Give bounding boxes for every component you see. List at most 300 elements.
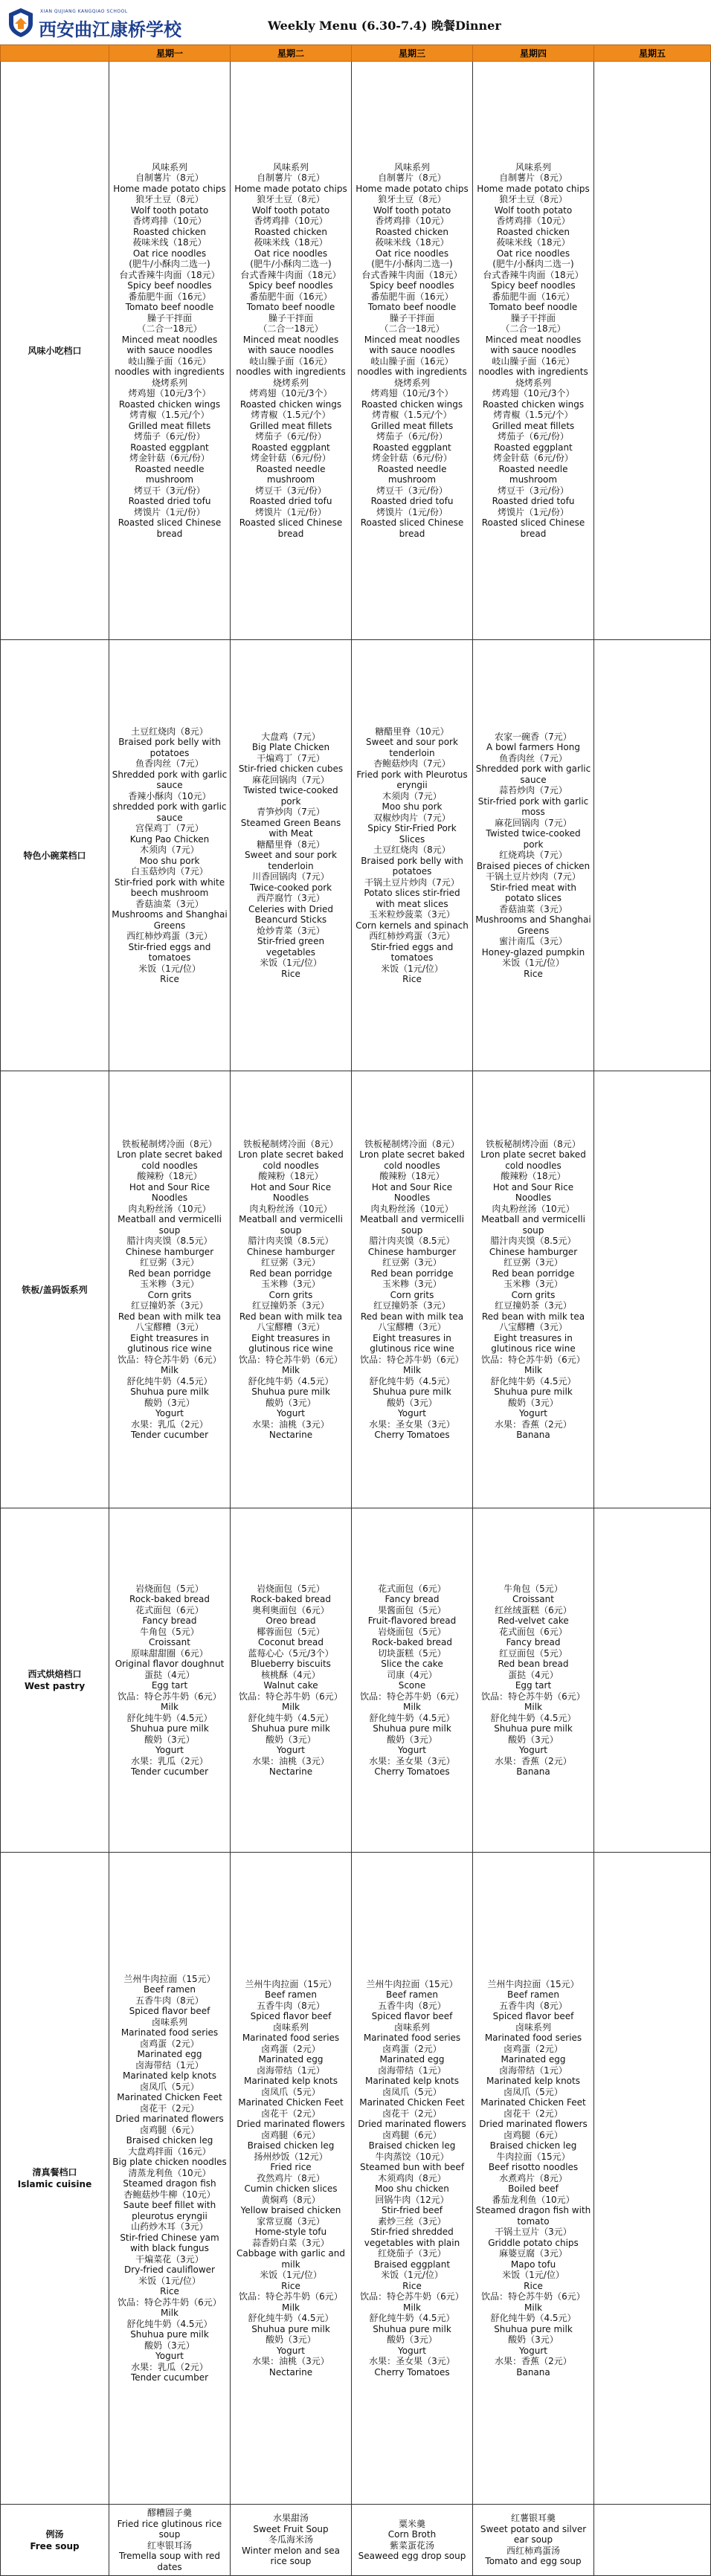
menu-item: 水果甜汤: [272, 2513, 309, 2524]
menu-item: Braised eggplant: [373, 2259, 451, 2270]
menu-item: （二合一18元）: [379, 323, 445, 335]
menu-item: Fried rice: [270, 2162, 312, 2173]
menu-item: Marinated food series: [484, 2033, 582, 2044]
menu-item: Moo shu pork: [139, 855, 200, 866]
menu-item: Red bean porridge: [492, 1268, 575, 1279]
menu-item: Shuhua pure milk: [494, 2323, 573, 2334]
section-name: 风味小吃档口: [28, 345, 82, 356]
menu-day-cell: [231, 1508, 352, 1853]
menu-item: Shuhua pure milk: [494, 1723, 573, 1734]
logo-chinese-text: 西安曲江康桥学校: [39, 19, 181, 40]
menu-item: Saute beef fillet with pleurotus eryngii: [123, 2200, 216, 2221]
menu-item: 麻花回锅肉（7元）: [495, 817, 572, 828]
menu-item: Corn grits: [390, 1289, 434, 1300]
menu-item: 干煸菜花（3元）: [135, 2253, 204, 2265]
menu-item: Yogurt: [398, 2345, 426, 2356]
menu-item: 烧烤系列: [515, 377, 551, 388]
menu-item: Corn grits: [147, 1289, 192, 1300]
menu-item: Roasted chicken wings: [239, 398, 342, 410]
menu-item: Roasted sliced Chinese bread: [118, 517, 222, 539]
menu-day-cell: [352, 1071, 473, 1508]
menu-item: 水果：圣女果（3元）: [369, 1755, 455, 1766]
menu-item: 岩烧面包（5元）: [257, 1583, 325, 1594]
menu-item: Red bean with milk tea: [481, 1311, 585, 1322]
menu-item: 川香回锅肉（7元）: [252, 871, 329, 882]
menu-item: Corn grits: [511, 1289, 556, 1300]
menu-item: Yellow braised chicken: [240, 2205, 341, 2216]
menu-item: 腊汁肉夹馍（8.5元）: [248, 1236, 334, 1246]
menu-item: Stir-fried eggs and tomatoes: [370, 941, 454, 963]
menu-item: Roasted needle mushroom: [256, 463, 326, 485]
menu-item: Milk: [524, 1702, 542, 1712]
menu-item: 八宝醪糟（3元）: [378, 1322, 446, 1332]
menu-item: 西芹腐竹（3元）: [257, 893, 325, 904]
section-name-cell: [1, 62, 109, 640]
menu-item: Milk: [161, 2308, 178, 2318]
menu-section-row: [1, 62, 711, 640]
menu-item: 卤味系列: [151, 2016, 187, 2027]
menu-item: 卤花干（2元）: [504, 2108, 563, 2119]
menu-item: 铁板秘制烤冷面（8元）: [122, 1138, 217, 1149]
menu-item: 狼牙土豆（8元）: [135, 194, 204, 205]
menu-item: Croissant: [149, 1637, 190, 1647]
menu-item: Stir-fried beef: [381, 2205, 443, 2216]
menu-item: 杏鲍菇炒肉（7元）: [373, 758, 451, 769]
menu-item: 红丝绒蛋糕（6元）: [495, 1604, 572, 1615]
menu-item: Rice: [524, 968, 543, 979]
menu-item: 自制薯片（8元）: [499, 172, 567, 184]
menu-day-cell: [352, 1508, 473, 1853]
menu-item: 红烧鸡块（7元）: [499, 850, 567, 861]
day-header: 星期四: [473, 45, 594, 62]
menu-item: 蓝莓心心（5元/3个）: [248, 1647, 334, 1659]
menu-item: 玉米糁（3元）: [261, 1279, 321, 1289]
menu-item: Fried rice glutinous rice soup: [117, 2518, 222, 2540]
menu-item: 水果：香蕉（2元）: [495, 1755, 572, 1766]
menu-item: Yogurt: [277, 1408, 305, 1418]
menu-item: 烤青椒（1.5元/个）: [493, 410, 573, 421]
menu-item: 奥利奥面包（6元）: [252, 1604, 329, 1615]
menu-day-cell: [109, 640, 231, 1071]
menu-item: 饮品：特仑苏牛奶（6元）: [239, 1691, 343, 1702]
menu-item: 水果：油桃（3元）: [252, 1418, 329, 1430]
menu-item: Milk: [403, 1702, 421, 1712]
menu-body: [1, 62, 711, 2576]
menu-item: Marinated kelp knots: [123, 2070, 216, 2081]
menu-item: Banana: [516, 1766, 550, 1777]
menu-item: Home made potato chips: [234, 183, 347, 194]
menu-item: 风味系列: [272, 161, 309, 172]
menu-item: 烤豆干（3元/份）: [134, 485, 205, 496]
menu-item: 饮品：特仑苏牛奶（6元）: [239, 2291, 343, 2302]
menu-item: 孜然鸡片（8元）: [257, 2172, 325, 2183]
menu-item: Big plate chicken noodles: [112, 2157, 227, 2167]
menu-item: Home-style tofu: [254, 2227, 327, 2238]
menu-item: Rice: [402, 2280, 422, 2291]
menu-item: 香烤鸡排（10元）: [254, 216, 328, 227]
menu-item: 酸奶（3元）: [266, 1734, 316, 1745]
menu-item: Cherry Tomatoes: [374, 1766, 450, 1777]
menu-item: 干锅土豆片炒肉（7元）: [364, 877, 460, 888]
menu-item: Hot and Sour Rice Noodles: [129, 1181, 210, 1203]
menu-item: 酸奶（3元）: [508, 1397, 559, 1408]
menu-item: 蜜汁南瓜（3元）: [499, 936, 567, 947]
menu-item: Mushrooms and Shanghai Greens: [112, 909, 228, 931]
menu-item: Twisted twice-cooked pork: [486, 828, 581, 850]
menu-item: 烤茄子（6元/份）: [255, 431, 326, 442]
menu-item: 臊子干拌面: [268, 312, 313, 323]
menu-item: 牛角包（5元）: [140, 1626, 199, 1637]
menu-item: Shuhua pure milk: [251, 2323, 330, 2334]
menu-item: 腊汁肉夹馍（8.5元）: [490, 1236, 576, 1246]
menu-item: 饮品：特仑苏牛奶（6元）: [118, 2296, 222, 2308]
menu-item: Tremella soup with red dates: [118, 2551, 221, 2572]
menu-item: 卤凤爪（5元）: [140, 2081, 199, 2092]
menu-item: Milk: [282, 1702, 300, 1712]
menu-item: 饮品：特仑苏牛奶（6元）: [360, 1691, 464, 1702]
menu-item: Potato slices stir-fried with meat slices: [364, 888, 460, 909]
corner-cell: [1, 45, 109, 62]
menu-item: 红豆撞奶茶（3元）: [252, 1300, 329, 1311]
menu-item: 兰州牛肉拉面（15元）: [487, 1978, 579, 1989]
menu-item: Milk: [403, 2302, 421, 2313]
menu-item: Roasted eggplant: [130, 442, 209, 453]
menu-item: 椰蓉面包（5元）: [257, 1626, 325, 1637]
menu-item: 原味甜甜圈（6元）: [131, 1647, 208, 1659]
menu-item: 干锅土豆片（3元）: [495, 2227, 572, 2238]
menu-item: Red bean bread: [498, 1659, 569, 1669]
menu-item: noodles with ingredients: [478, 367, 588, 378]
menu-item: Minced meat noodles with sauce noodles: [485, 334, 582, 356]
menu-item: Roasted sliced Chinese bread: [481, 517, 585, 539]
menu-item: Beef risotto noodles: [488, 2162, 579, 2173]
menu-item: Cumin chicken slices: [244, 2183, 338, 2195]
menu-item: Red bean with milk tea: [360, 1311, 464, 1322]
menu-item: 岐山臊子面（16元）: [492, 355, 575, 367]
menu-day-cell: [594, 2505, 711, 2576]
menu-item: Shuhua pure milk: [373, 1387, 451, 1397]
menu-item: Moo shu pork: [382, 801, 443, 812]
menu-day-cell: [473, 640, 594, 1071]
menu-item: 果酱面包（5元）: [378, 1604, 446, 1615]
menu-item: Fancy bread: [142, 1615, 197, 1626]
menu-item: Wolf tooth potato: [373, 204, 451, 216]
menu-item: 舒化纯牛奶（4.5元）: [248, 1712, 334, 1723]
menu-item: 烤茄子（6元/份）: [134, 431, 205, 442]
menu-item: 鱼香肉丝（7元）: [135, 758, 204, 769]
section-name-cell: [1, 1508, 109, 1853]
menu-item: 土豆红烧肉（8元）: [373, 845, 451, 855]
menu-item: Honey-glazed pumpkin: [481, 946, 585, 958]
menu-item: 卤鸡腿（6元）: [382, 2129, 442, 2140]
menu-item: Corn kernels and spinach: [356, 920, 469, 931]
menu-item: 番茄龙利鱼（10元）: [492, 2194, 575, 2205]
menu-item: Shuhua pure milk: [130, 2329, 209, 2340]
menu-item: 牛肉拉面（15元）: [496, 2151, 570, 2162]
menu-item: 八宝醪糟（3元）: [499, 1322, 567, 1332]
menu-item: 西红柿鸡蛋汤: [506, 2545, 560, 2556]
menu-item: 卤海带结（1元）: [257, 2065, 325, 2076]
menu-item: 肉丸粉丝汤（10元）: [249, 1203, 332, 1214]
menu-item: 莜味米线（18元）: [254, 237, 328, 248]
menu-item: Stir-fried eggs and tomatoes: [128, 941, 211, 963]
menu-item: 肉丸粉丝汤（10元）: [370, 1203, 454, 1214]
menu-item: 醪糟圆子羹: [147, 2508, 192, 2518]
menu-item: 卤鸡腿（6元）: [140, 2124, 199, 2135]
menu-item: 番茄肥牛面（16元）: [492, 291, 575, 302]
menu-item: 烤馍片（1元/份）: [376, 506, 448, 517]
menu-item: 五香牛肉（8元）: [257, 2000, 325, 2011]
menu-item: 酸奶（3元）: [387, 1397, 437, 1408]
menu-item: 烤金针菇（6元/份）: [251, 453, 331, 464]
menu-item: 玉米糁（3元）: [504, 1279, 563, 1289]
page-title: Weekly Menu (6.30-7.4) 晚餐Dinner: [268, 19, 501, 33]
section-name: 清真餐档口: [32, 2167, 77, 2178]
menu-item: 香烤鸡排（10元）: [375, 216, 449, 227]
menu-item: 土豆红烧肉（8元）: [131, 726, 208, 737]
menu-item: Wolf tooth potato: [494, 204, 573, 216]
menu-item: 卤鸡蛋（2元）: [261, 2043, 321, 2054]
menu-item: Banana: [516, 1430, 550, 1440]
menu-item: Big Plate Chicken: [251, 742, 330, 753]
menu-item: Lron plate secret baked cold noodles: [238, 1149, 344, 1171]
menu-item: 水果：圣女果（3元）: [369, 1418, 455, 1430]
menu-item: Fancy bread: [506, 1637, 561, 1647]
menu-item: 卤凤爪（5元）: [382, 2086, 442, 2097]
menu-day-cell: [109, 1508, 231, 1853]
menu-item: Marinated Chicken Feet: [117, 2092, 222, 2102]
menu-day-cell: [231, 1071, 352, 1508]
menu-item: Red bean with milk tea: [239, 1311, 343, 1322]
menu-item: 香烤鸡排（10元）: [496, 216, 570, 227]
menu-item: Minced meat noodles with sauce noodles: [364, 334, 460, 356]
menu-item: 酸奶（3元）: [144, 2340, 195, 2351]
menu-item: 番茄肥牛面（16元）: [249, 291, 332, 302]
menu-item: Griddle potato chips: [488, 2237, 579, 2248]
menu-item: Roasted dried tofu: [249, 496, 332, 507]
menu-item: 烤鸡翅（10元/3个）: [492, 388, 575, 399]
menu-day-cell: [473, 1853, 594, 2505]
menu-item: Sweet and sour pork tenderloin: [245, 850, 337, 871]
menu-item: 饮品：特仑苏牛奶（6元）: [118, 1354, 222, 1365]
menu-item: Sweet and sour pork tenderloin: [366, 737, 458, 758]
menu-item: 饮品：特仑苏牛奶（6元）: [481, 1354, 585, 1365]
menu-item: 红枣银耳汤: [147, 2540, 192, 2551]
menu-item: 玉米糁（3元）: [140, 1279, 199, 1289]
menu-item: Milk: [282, 2302, 300, 2313]
menu-day-cell: [231, 1853, 352, 2505]
section-name-en: Free soup: [30, 2540, 80, 2551]
menu-item: 烤馍片（1元/份）: [255, 506, 326, 517]
menu-item: 酸奶（3元）: [266, 2334, 316, 2346]
menu-item: 糖醋里脊（8元）: [257, 839, 325, 850]
menu-item: Marinated egg: [137, 2049, 202, 2059]
menu-item: 舒化纯牛奶（4.5元）: [126, 1375, 213, 1387]
menu-item: 舒化纯牛奶（4.5元）: [490, 1375, 576, 1387]
menu-day-cell: [231, 2505, 352, 2576]
menu-item: Braised pork belly with potatoes: [118, 737, 221, 758]
menu-item: Hot and Sour Rice Noodles: [371, 1181, 453, 1203]
menu-item: 卤味系列: [393, 2021, 430, 2033]
menu-item: Kung Pao Chicken: [129, 833, 210, 845]
menu-item: Spicy beef noodles: [127, 280, 212, 291]
menu-item: 米饭（1元/位）: [260, 958, 322, 969]
menu-item: Milk: [161, 1702, 178, 1712]
menu-item: Roasted chicken wings: [482, 398, 585, 410]
menu-item: 烧烤系列: [151, 377, 187, 388]
menu-item: Wolf tooth potato: [251, 204, 330, 216]
menu-item: 岩烧面包（5元）: [378, 1626, 446, 1637]
menu-item: 麻婆豆腐（3元）: [499, 2248, 567, 2259]
menu-item: Spicy beef noodles: [248, 280, 333, 291]
menu-item: Oat rice noodles: [132, 248, 207, 259]
menu-item: Red-velvet cake: [498, 1615, 569, 1626]
menu-item: 水果：乳瓜（2元）: [131, 1418, 208, 1430]
menu-item: 水果：乳瓜（2元）: [131, 2361, 208, 2372]
menu-item: Winter melon and sea rice soup: [242, 2545, 340, 2567]
menu-item: 兰州牛肉拉面（15元）: [123, 1973, 216, 1984]
menu-item: 干煸鸡丁（7元）: [257, 752, 325, 764]
menu-item: 回锅牛肉（12元）: [375, 2194, 449, 2205]
menu-item: 红豆粥（3元）: [261, 1257, 321, 1268]
menu-item: Corn Broth: [387, 2529, 437, 2540]
menu-item: 岩烧面包（5元）: [135, 1583, 204, 1594]
menu-item: 烤馍片（1元/份）: [134, 506, 205, 517]
menu-item: Roasted needle mushroom: [498, 463, 568, 485]
menu-item: 大盘鸡拌面（16元）: [128, 2146, 211, 2157]
day-header: 星期一: [109, 45, 231, 62]
menu-item: 卤鸡蛋（2元）: [504, 2043, 563, 2054]
menu-item: 烤金针菇（6元/份）: [493, 453, 573, 464]
menu-item: Hot and Sour Rice Noodles: [492, 1181, 574, 1203]
menu-item: 糖醋里脊（10元）: [375, 726, 449, 737]
menu-item: Roasted chicken wings: [118, 398, 221, 410]
menu-item: 司康（4元）: [387, 1669, 437, 1680]
menu-item: Marinated food series: [120, 2027, 219, 2038]
menu-item: noodles with ingredients: [357, 367, 467, 378]
menu-item: Hot and Sour Rice Noodles: [250, 1181, 332, 1203]
section-name-cell: [1, 2505, 109, 2576]
menu-item: 烤鸡翅（10元/3个）: [370, 388, 454, 399]
menu-item: 风味系列: [151, 161, 187, 172]
menu-item: Oat rice noodles: [375, 248, 449, 259]
menu-item: 舒化纯牛奶（4.5元）: [248, 2313, 334, 2324]
menu-item: 卤花干（2元）: [140, 2102, 199, 2114]
menu-item: 臊子干拌面: [147, 312, 192, 323]
menu-item: 酸辣粉（18元）: [501, 1171, 566, 1181]
menu-item: 米饭（1元/位）: [381, 963, 443, 974]
menu-item: 莜味米线（18元）: [496, 237, 570, 248]
menu-item: Braised chicken leg: [126, 2135, 213, 2146]
menu-item: Rice: [160, 2286, 179, 2296]
menu-item: 西红柿炒鸡蛋（3元）: [126, 931, 213, 941]
menu-item: 酸奶（3元）: [508, 1734, 559, 1745]
menu-item: Rock-baked bread: [251, 1594, 331, 1604]
menu-item: 狼牙土豆（8元）: [257, 194, 325, 205]
menu-item: Shuhua pure milk: [494, 1387, 573, 1397]
menu-item: Tomato and egg soup: [485, 2556, 582, 2567]
menu-item: Oreo bread: [266, 1615, 316, 1626]
menu-item: Milk: [161, 1365, 178, 1375]
menu-item: 酸奶（3元）: [144, 1397, 195, 1408]
menu-item: 莜味米线（18元）: [132, 237, 207, 248]
menu-item: Roasted chicken: [497, 226, 570, 237]
menu-item: Mushrooms and Shanghai Greens: [475, 914, 591, 936]
menu-item: Rice: [160, 974, 179, 984]
menu-item: 卤鸡蛋（2元）: [382, 2043, 442, 2054]
menu-item: 青笋炒肉（7元）: [257, 807, 325, 818]
menu-item: Steamed dragon fish with tomato: [475, 2205, 591, 2227]
menu-day-cell: [231, 640, 352, 1071]
menu-item: 木须肉（7元）: [382, 790, 442, 801]
menu-section-row: [1, 1853, 711, 2505]
menu-item: 铁板秘制烤冷面（8元）: [486, 1138, 581, 1149]
menu-item: Scone: [398, 1680, 426, 1691]
menu-item: Sweet Fruit Soup: [253, 2523, 329, 2534]
menu-day-cell: [594, 62, 711, 640]
menu-item: (肥牛/小酥肉二选一): [129, 259, 210, 270]
menu-item: （二合一18元）: [501, 323, 566, 335]
menu-item: Roasted chicken wings: [361, 398, 463, 410]
menu-item: 红豆粥（3元）: [504, 1257, 563, 1268]
menu-item: Eight treasures in glutinous rice wine: [248, 1332, 333, 1354]
menu-item: Rice: [524, 2280, 543, 2291]
menu-item: 玉米粒炒菠菜（3元）: [369, 909, 455, 920]
menu-item: Yogurt: [155, 1408, 184, 1418]
menu-item: （二合一18元）: [137, 323, 202, 335]
menu-item: Lron plate secret baked cold noodles: [117, 1149, 222, 1171]
menu-item: Meatball and vermicelli soup: [118, 1214, 222, 1236]
menu-item: Cherry Tomatoes: [374, 1430, 450, 1440]
menu-item: 黄焖鸡（8元）: [261, 2194, 321, 2205]
menu-item: 酸辣粉（18元）: [137, 1171, 202, 1181]
menu-item: Chinese hamburger: [367, 1246, 457, 1257]
menu-item: (肥牛/小酥肉二选一): [250, 259, 332, 270]
menu-item: 八宝醪糟（3元）: [135, 1322, 204, 1332]
menu-item: Roasted dried tofu: [128, 496, 211, 507]
menu-item: 蛋挞（4元）: [508, 1669, 559, 1680]
menu-day-cell: [594, 640, 711, 1071]
menu-item: 核桃酥（4元）: [261, 1669, 321, 1680]
menu-item: 铁板秘制烤冷面（8元）: [364, 1138, 460, 1149]
menu-item: Lron plate secret baked cold noodles: [359, 1149, 465, 1171]
menu-item: 卤鸡蛋（2元）: [140, 2038, 199, 2049]
menu-item: Dry-fried cauliflower: [124, 2265, 215, 2275]
menu-item: 番茄肥牛面（16元）: [370, 291, 454, 302]
menu-item: Nectarine: [268, 1766, 313, 1777]
menu-item: Marinated food series: [242, 2033, 340, 2044]
menu-item: 舒化纯牛奶（4.5元）: [126, 1712, 213, 1723]
section-name-cell: [1, 1853, 109, 2505]
menu-table: [0, 45, 711, 2576]
menu-item: 红豆面包（5元）: [499, 1647, 567, 1659]
menu-item: 麻花回锅肉（7元）: [252, 774, 329, 785]
menu-item: 岐山臊子面（16元）: [128, 355, 211, 367]
menu-day-cell: [473, 1508, 594, 1853]
menu-item: Yogurt: [398, 1745, 426, 1755]
menu-day-cell: [594, 1508, 711, 1853]
menu-item: Dried marinated flowers: [479, 2119, 588, 2130]
menu-item: 五香牛肉（8元）: [135, 1995, 204, 2006]
menu-item: Shuhua pure milk: [251, 1723, 330, 1734]
menu-item: Celeries with Dried Beancurd Sticks: [248, 903, 333, 926]
menu-item: Braised chicken leg: [368, 2140, 456, 2151]
menu-item: 米饭（1元/位）: [381, 2270, 443, 2281]
menu-item: 风味系列: [515, 161, 551, 172]
menu-item: 烤豆干（3元/份）: [498, 485, 569, 496]
menu-item: Rock-baked bread: [372, 1637, 452, 1647]
menu-item: 水果：圣女果（3元）: [369, 2356, 455, 2367]
